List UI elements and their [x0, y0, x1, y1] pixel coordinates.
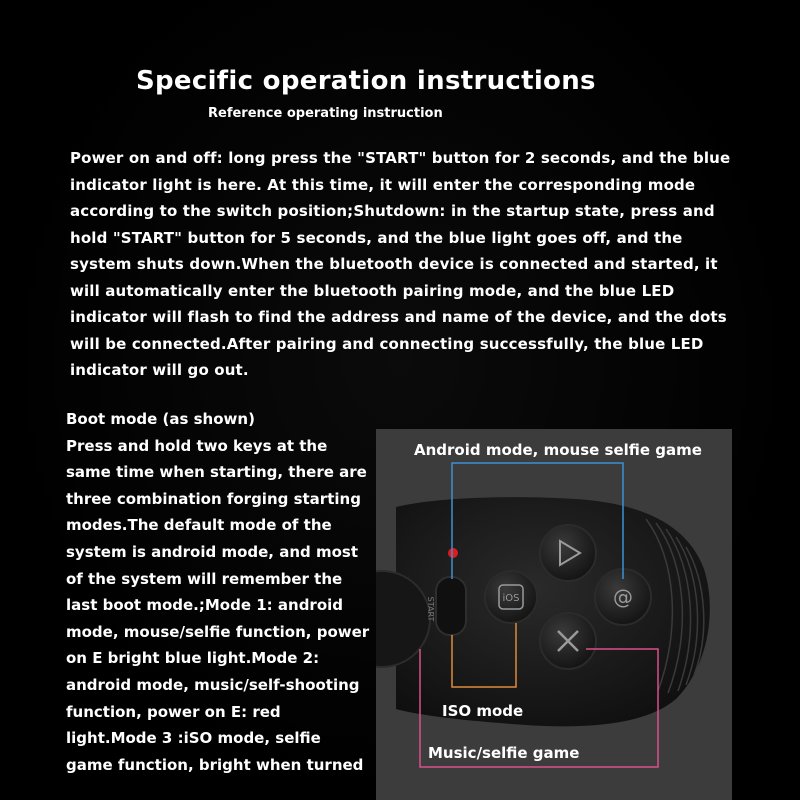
page-title: Specific operation instructions: [136, 66, 596, 96]
start-label: START: [426, 596, 435, 622]
at-icon: @: [613, 585, 633, 609]
boot-mode-text: Press and hold two keys at the same time when starting, there are three combination forging starting modes.The default mode of the system is android mode, and most of the system will remember the last boot mode.;Mode 1: android mode, mouse/selfie function, power on E bright blue light.Mode 2: android mode, music/self-shooting function, power on E: red light.Mode 3 :iSO mode, selfie game function, bright when turned: [66, 436, 370, 774]
boot-mode-heading: Boot mode (as shown): [66, 410, 255, 428]
boot-mode-section: [66, 406, 371, 778]
ios-text: iOS: [502, 593, 520, 604]
page-subtitle: Reference operating instruction: [208, 106, 443, 121]
label-music-mode: Music/selfie game: [428, 744, 580, 762]
triangle-button: [540, 525, 596, 581]
start-switch: [436, 577, 466, 635]
power-instructions: Power on and off: long press the "START" button for 2 seconds, and the blue indicator light is here. At this time, it will enter the corresponding mode according to the switch position;Shutdown: in the startup state, press and hold "START" button for 5 seconds, and the blue light goes off, and the system shuts down.When the bluetooth device is connected and started, it will automatically enter the bluetooth pairing mode, and the blue LED indicator will flash to find the address and name of the device, and the dots will be connected.After pairing and connecting successfully, the blue LED indicator will go out.: [70, 149, 731, 379]
label-iso-mode: ISO mode: [442, 702, 524, 720]
label-android-mode: Android mode, mouse selfie game: [414, 441, 702, 459]
controller-diagram: [376, 429, 732, 800]
led-icon: [448, 548, 458, 558]
